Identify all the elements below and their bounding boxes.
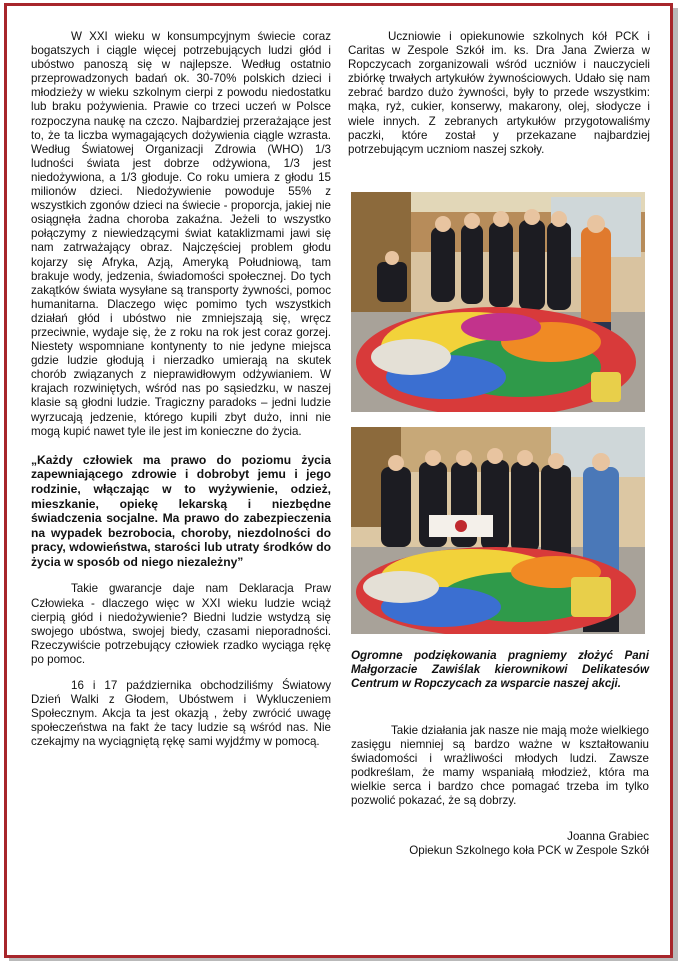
closing-section — [351, 724, 649, 858]
thanks-text: Ogromne podziękowania pragniemy złożyć Pani Małgorzacie Zawiślak kierownikowi Delikatesów Centrum w Ropczycach za wsparcie naszej akcji. — [351, 649, 649, 691]
right-column — [348, 30, 650, 157]
group-photo-1 — [351, 192, 645, 412]
thanks-note — [351, 649, 649, 691]
collection-paragraph: Uczniowie i opiekunowie szkolnych kół PCK i Caritas w Zespole Szkół im. ks. Dra Jana Zwierza w Ropczycach zorganizowali wśród uczniów i nauczycieli zbiórkę trwałych artykułów żywnościowych. Udało się nam zebrać bardzo dużo żywności, były to przede wszystkim: mąka, ryż, cukier, konserwy, makarony, olej, słodycze i wiele innych. Z zebranych artykułów przygotowaliśmy paczki, które został y przekazane najbardziej potrzebującym uczniom naszej szkoły. — [348, 30, 650, 156]
signature-role: Opiekun Szkolnego koła PCK w Zespole Szkół — [409, 843, 649, 857]
signature-name: Joanna Grabiec — [567, 829, 649, 843]
world-day-paragraph: 16 i 17 października obchodziliśmy Światowy Dzień Walki z Głodem, Ubóstwem i Wykluczeniem Społecznym. Akcja ta jest okazją , żeby zwrócić uwagę społeczeństwa na fakt że tacy ludzie są wśród nas. Nie czekajmy na wyciągniętą rękę sami wyjdźmy w pomocą. — [31, 679, 331, 749]
signature — [351, 830, 649, 858]
closing-paragraph: Takie działania jak nasze nie mają może wielkiego zasięgu niemniej są bardzo ważne w kształtowaniu świadomości i wrażliwości młodych ludzi. Zawsze podkreślam, że mamy wspaniałą młodzież, która ma wielkie serca i bardzo chce pomagać trzeba im tylko pozwolić pokazać, że są dobrzy. — [351, 724, 649, 808]
intro-paragraph: W XXI wieku w konsumpcyjnym świecie coraz bogatszych i ciągle więcej potrzebujących ludzi głód i ubóstwo panoszą się w najlepsze. Według ostatnio przeprowadzonych badań ok. 30-70% polskich dzieci i młodzieży w wieku szkolnym cierpi z powodu niedostatku lub braku pożywienia. Prawie co trzeci uczeń w Polsce rozpoczyna naukę na czczo. Najbardziej przerażające jest to, że ta liczba wymagających dożywienia ciągle wzrasta. Według Światowej Organizacji Zdrowia (WHO) 1/3 ludności świata jest dobrze odżywiona, 1/3 jest niedożywiona, a 1/3 głoduje. Co roku umiera z głodu 15 milionów dzieci. Niedożywienie powoduje 55% z wszystkich zgonów dzieci na świecie - proporcja, jakiej nie osiągnęła żadna choroba zakaźna. Jeżeli to wszystko połączymy z niewiedzącymi świat kataklizmami jawi się nam zatrważający obraz. Najczęściej problem głodu kojarzy się Afryka, Azją, Ameryką Południową, tam brakuje wody, jedzenia, świadomości społecznej. Do tych zakątków świata wysyłane są transporty żywności, pomoc humanitarna. Dlaczego więc pomimo tych wszystkich działań głód i ubóstwo nie zmniejszają się, wręcz przeciwnie, wydaje się, że z roku na rok jest coraz gorzej. Niestety wspomniane kontynenty to nie jedyne miejsca gdzie ludzie głodują i nierzadko umierają na skutek chorób związanych z nieprawidłowym odżywianiem. W krajach rozwiniętych, wśród nas po sąsiedzku, w naszej klasie są głodni ludzie. Tragiczny paradoks – jedni ludzie wyrzucają jedzenie, którego kupili zbyt dużo, inni nie mogą kupić nawet tyle ile jest im konieczne do życia. — [31, 30, 331, 438]
declaration-paragraph: Takie gwarancje daje nam Deklaracja Praw Człowieka - dlaczego więc w XXI wieku ludzie wciąż cierpią głód i niedożywienie? Biedni ludzie wstydzą się swojego ubóstwa, swojej biedy, czasami nieporadności. Rzeczywiście potrzebujący człowiek rzadko wyciąga rękę po pomoc. — [31, 582, 331, 666]
declaration-quote: „Każdy człowiek ma prawo do poziomu życia zapewniającego zdrowie i dobrobyt jemu i jego rodzinie, włączając w to wyżywienie, odzież, mieszkanie, opiekę lekarską i niezbędne świadczenia socjalne. Ma prawo do zabezpieczenia na wypadek bezrobocia, choroby, niezdolności do pracy, wdowieństwa, starości lub utraty środków do życia w sposób od niego niezależny” — [31, 452, 331, 569]
group-photo-2 — [351, 427, 645, 634]
left-column — [31, 30, 331, 750]
